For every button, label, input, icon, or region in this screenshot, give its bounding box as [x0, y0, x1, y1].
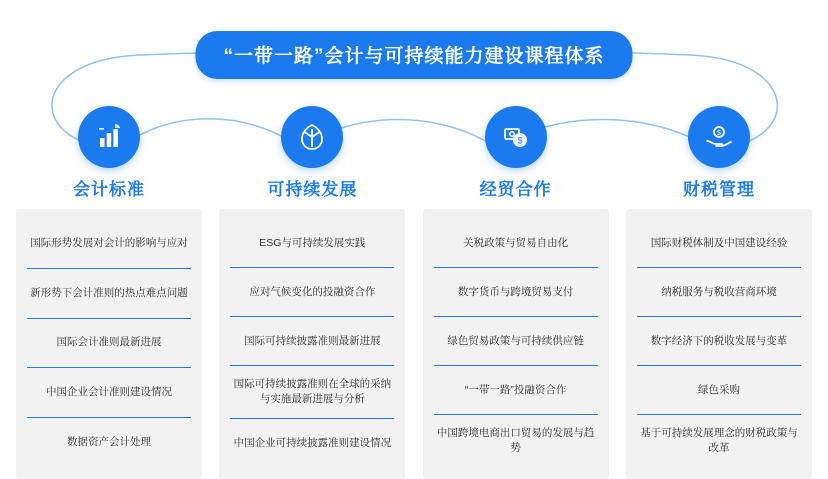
bar-chart-icon — [78, 106, 140, 168]
list-item[interactable]: 数据资产会计处理 — [67, 436, 151, 449]
pillar-title: 财税管理 — [682, 180, 755, 199]
pillar-columns — [16, 106, 812, 479]
page-title: “一带一路”会计与可持续能力建设课程体系 — [195, 31, 632, 79]
trade-money-icon — [485, 106, 547, 168]
list-item[interactable]: 国际财税体制及中国建设经验 — [637, 219, 801, 268]
pillar-column-accounting-standards — [16, 106, 202, 479]
list-item[interactable]: 中国跨境电商出口贸易的发展与趋势 — [436, 427, 595, 454]
list-item[interactable]: 中国企业会计准则建设情况 — [27, 368, 191, 418]
list-item[interactable]: 国际会计准则最新进展 — [27, 319, 191, 369]
list-item[interactable]: 国际形势发展对会计的影响与应对 — [27, 219, 191, 269]
sustainability-leaf-icon — [281, 106, 343, 168]
pillar-panel — [626, 209, 812, 479]
list-item[interactable]: 国际可持续披露准则最新进展 — [230, 317, 394, 366]
list-item[interactable]: 新形势下会计准则的热点难点问题 — [27, 269, 191, 319]
pillar-title: 会计标准 — [73, 180, 145, 199]
list-item[interactable]: 国际可持续披露准则在全球的采纳与实施最新进展与分析 — [230, 366, 394, 419]
pillar-column-sustainable-development — [219, 106, 405, 479]
list-item[interactable]: 关税政策与贸易自由化 — [434, 219, 598, 268]
list-item[interactable]: 纳税服务与税收营商环境 — [637, 268, 801, 317]
pillar-column-trade-cooperation — [423, 106, 609, 479]
pillar-title: 可持续发展 — [267, 180, 358, 199]
list-item[interactable]: 中国企业可持续披露准则建设情况 — [233, 436, 392, 449]
list-item[interactable]: 基于可持续发展理念的财税政策与改革 — [640, 427, 798, 454]
svg-text:$: $ — [717, 130, 721, 138]
list-item[interactable]: 数字货币与跨境贸易支付 — [434, 268, 598, 317]
pillar-title: 经贸合作 — [479, 180, 552, 199]
pillar-panel — [219, 209, 405, 479]
pillar-panel — [423, 209, 609, 479]
hand-coin-icon — [688, 106, 750, 168]
pillar-column-fiscal-tax-management — [626, 106, 812, 479]
list-item[interactable]: 应对气候变化的投融资合作 — [230, 268, 394, 317]
list-item[interactable]: 绿色贸易政策与可持续供应链 — [434, 317, 598, 366]
list-item[interactable]: ESG与可持续发展实践 — [230, 219, 394, 268]
list-item[interactable]: 绿色采购 — [637, 366, 801, 415]
list-item[interactable]: 数字经济下的税收发展与变革 — [637, 317, 801, 366]
pillar-panel — [16, 209, 202, 479]
list-item[interactable]: “一带一路”投融资合作 — [434, 366, 598, 415]
svg-text:$: $ — [517, 135, 523, 146]
